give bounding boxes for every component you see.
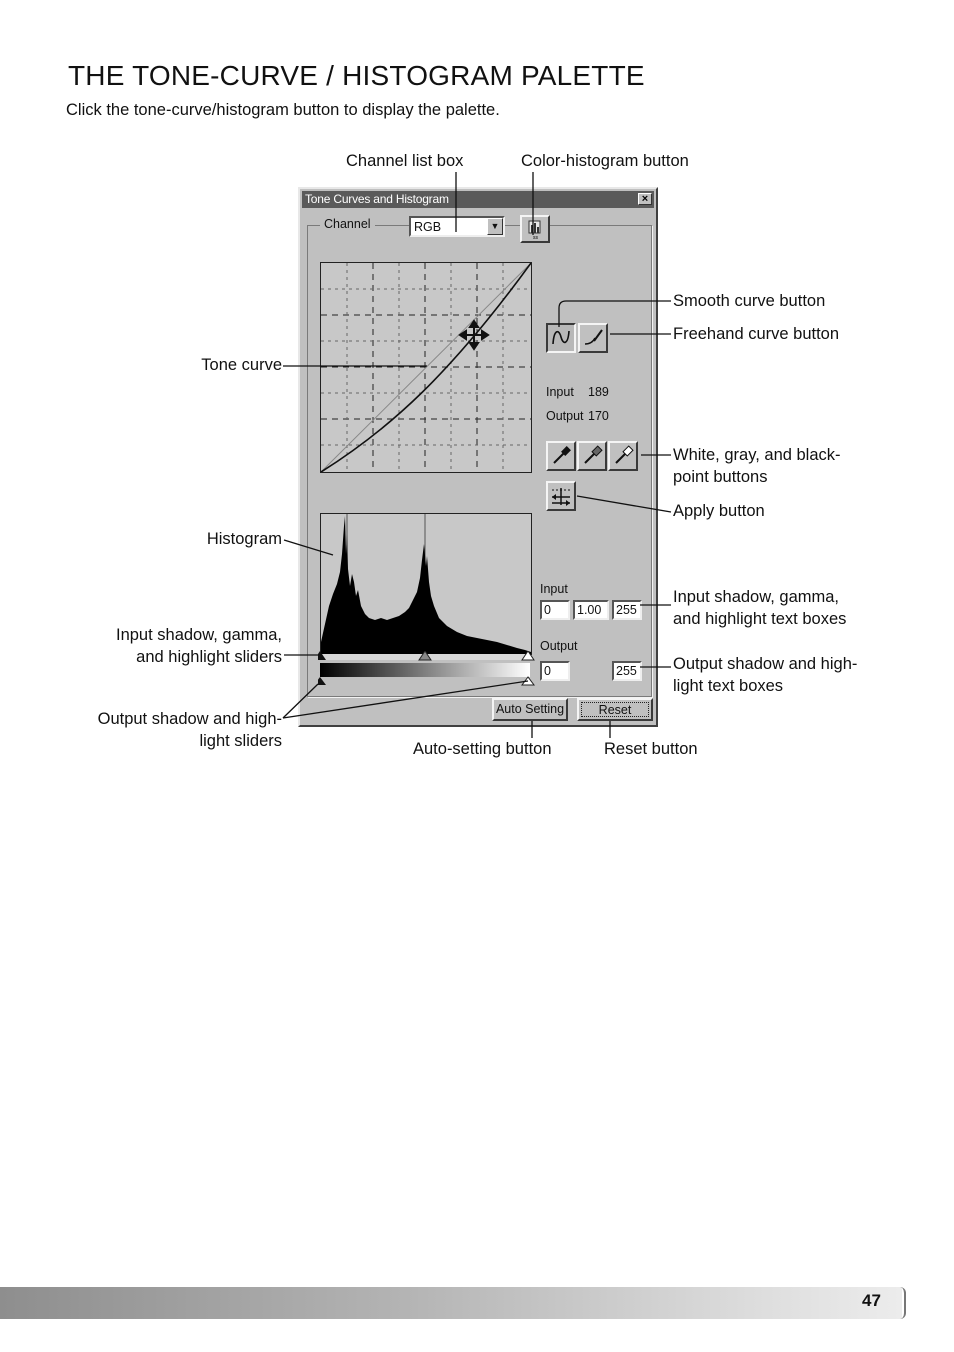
readout-input-value: 189 — [588, 385, 609, 399]
callout-output-sliders-line2: light sliders — [199, 732, 282, 750]
close-icon[interactable]: × — [638, 193, 652, 205]
callout-point-buttons-line2: point buttons — [673, 468, 768, 486]
callout-reset-button: Reset button — [604, 740, 698, 758]
channel-label: Channel — [320, 217, 375, 231]
callout-auto-setting-button: Auto-setting button — [413, 740, 552, 758]
input-highlight-textbox[interactable]: 255 — [612, 600, 642, 620]
callout-input-sliders-line1: Input shadow, gamma, — [115, 626, 282, 644]
readout-output-value: 170 — [588, 409, 609, 423]
callout-apply-button: Apply button — [673, 502, 765, 520]
output-label: Output — [540, 639, 578, 653]
reset-button-label: Reset — [581, 702, 649, 717]
footer-bar — [0, 1287, 902, 1319]
callout-point-buttons-line1: White, gray, and black- — [673, 446, 841, 464]
input-gamma-textbox[interactable]: 1.00 — [573, 600, 609, 620]
page-title: THE TONE-CURVE / HISTOGRAM PALETTE — [68, 60, 645, 91]
callout-channel-list-box: Channel list box — [346, 152, 464, 170]
output-highlight-textbox[interactable]: 255 — [612, 661, 642, 681]
channel-value: RGB — [414, 220, 442, 234]
input-shadow-textbox[interactable]: 0 — [540, 600, 570, 620]
readout-output-label: Output — [546, 409, 584, 423]
chevron-down-icon[interactable]: ▼ — [487, 218, 503, 235]
input-label: Input — [540, 582, 568, 596]
callout-histogram: Histogram — [206, 530, 282, 548]
readout-input-label: Input — [546, 385, 574, 399]
callout-smooth-curve-button: Smooth curve button — [673, 292, 826, 310]
page-number: 47 — [862, 1291, 881, 1310]
callout-input-text-boxes-line2: and highlight text boxes — [673, 610, 847, 628]
callout-color-histogram-button: Color-histogram button — [521, 152, 689, 170]
footer-cap — [900, 1287, 906, 1319]
svg-text:ss: ss — [533, 235, 538, 241]
callout-output-text-boxes-line1: Output shadow and high- — [673, 655, 858, 673]
page-subtitle: Click the tone-curve/histogram button to display the palette. — [66, 101, 500, 119]
callout-input-text-boxes-line1: Input shadow, gamma, — [673, 588, 840, 606]
callout-tone-curve: Tone curve — [201, 356, 282, 374]
callout-freehand-curve-button: Freehand curve button — [673, 325, 840, 343]
callout-input-sliders-line2: and highlight sliders — [136, 648, 282, 666]
callout-output-sliders-line1: Output shadow and high- — [97, 710, 282, 728]
window-title: Tone Curves and Histogram — [305, 192, 449, 206]
auto-setting-button[interactable]: Auto Setting — [492, 698, 568, 721]
callout-output-text-boxes-line2: light text boxes — [673, 677, 784, 695]
output-shadow-textbox[interactable]: 0 — [540, 661, 570, 681]
